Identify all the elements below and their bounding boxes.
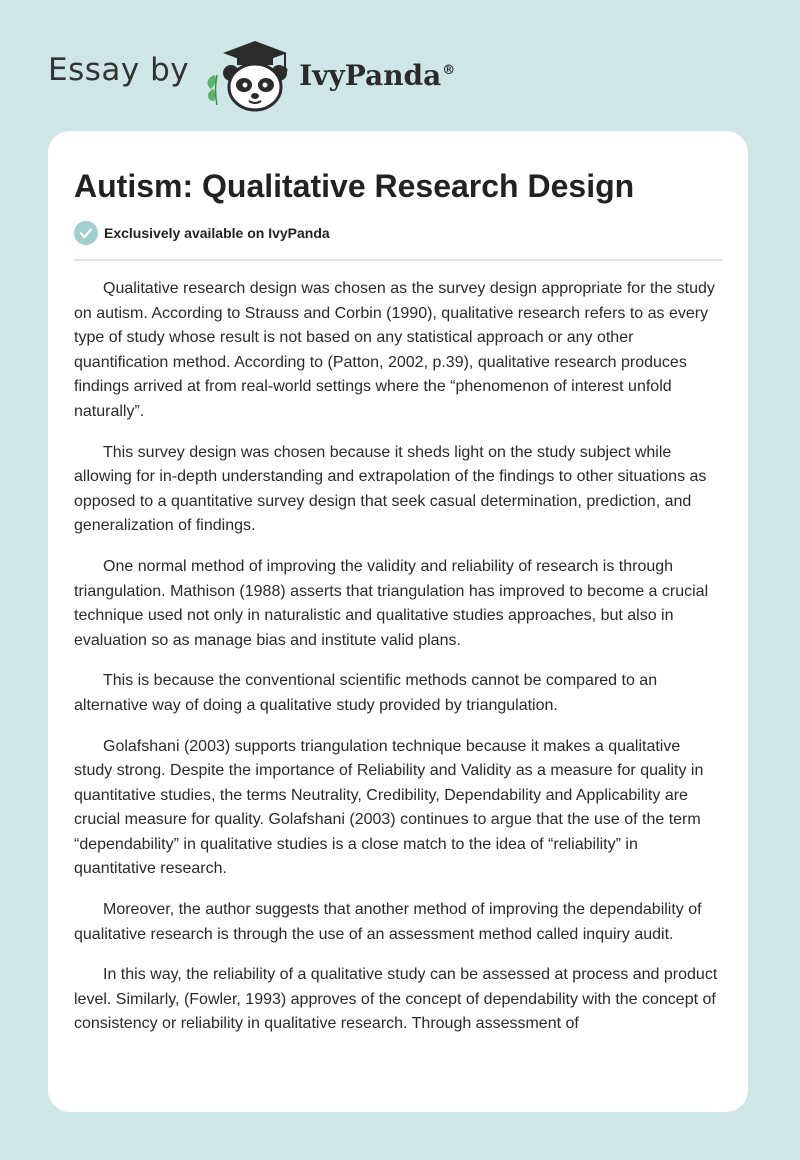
brand-name: IvyPanda® bbox=[299, 58, 456, 92]
site-header bbox=[48, 34, 455, 114]
essay-body bbox=[74, 277, 722, 1037]
exclusive-badge-row bbox=[74, 221, 722, 261]
paragraph: Golafshani (2003) supports triangulation technique because it makes a qualitative study strong. Despite the importance of Reliability and Validity as a measure for quality in quantitative studies, the terms Neutrality, Credibility, Dependability and Applicability are crucial measure for quality. Golafshani (2003) continues to argue that the use of the term “dependability” in qualitative studies is a close match to the idea of “reliability” in quantitative research. bbox=[74, 737, 704, 878]
paragraph: This is because the conventional scientific methods cannot be compared to an alternative way of doing a qualitative study provided by triangulation. bbox=[74, 672, 658, 714]
essay-by-label: Essay by bbox=[48, 52, 190, 88]
paragraph: Moreover, the author suggests that another method of improving the dependability of qualitative research is through the use of an assessment method called inquiry audit. bbox=[74, 901, 702, 943]
exclusive-label: Exclusively available on IvyPanda bbox=[104, 225, 330, 241]
paragraph: This survey design was chosen because it sheds light on the study subject while allowing for in-depth understanding and extrapolation of the findings to other situations as opposed to a quantitative survey design that seek casual determination, prediction, and generalization of findings. bbox=[74, 443, 707, 535]
page-title: Autism: Qualitative Research Design bbox=[74, 168, 635, 204]
check-circle-icon bbox=[74, 221, 98, 245]
essay-card bbox=[48, 131, 748, 1112]
paragraph: In this way, the reliability of a qualitative study can be assessed at process and product level. Similarly, (Fowler, 1993) approves of the concept of dependability with the concept of consistency or reliability in qualitative research. Through assessment of bbox=[74, 966, 718, 1033]
paragraph: One normal method of improving the validity and reliability of research is through triangulation. Mathison (1988) asserts that triangulation has improved to become a crucial technique used not only in naturalistic and qualitative studies approaches, but also in evaluation so as manage bias and institute valid plans. bbox=[74, 557, 709, 649]
panda-graduate-icon bbox=[203, 35, 293, 113]
ivypanda-logo[interactable] bbox=[203, 35, 455, 113]
paragraph: Qualitative research design was chosen as the survey design appropriate for the study on autism. According to Strauss and Corbin (1990), qualitative research refers to as every type of study whose result is not based on any statistical approach or any other quantification method. According to (Patton, 2002, p.39), qualitative research produces findings arrived at from real-world settings where the “phenomenon of interest unfold naturally”. bbox=[74, 280, 715, 420]
